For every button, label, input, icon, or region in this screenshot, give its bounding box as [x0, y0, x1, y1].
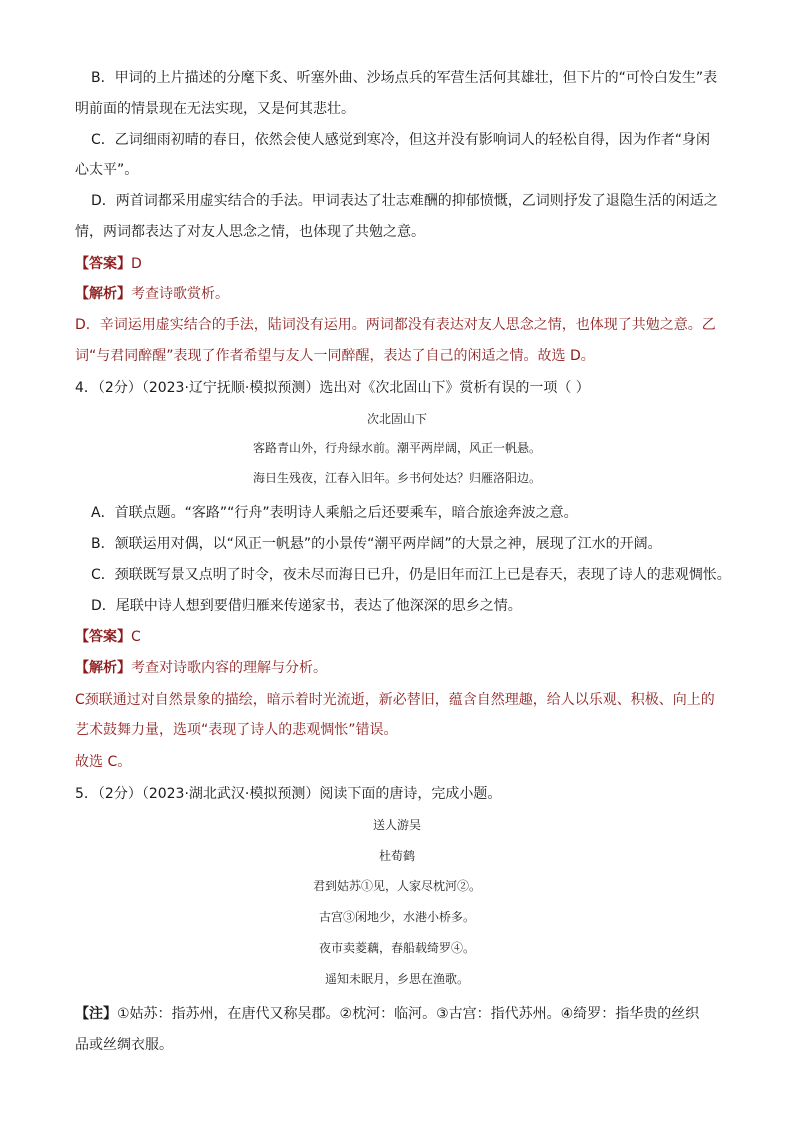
q5-note-line2: 品或丝绸衣服。: [75, 1037, 173, 1053]
q4-option-d: D．尾联中诗人想到要借归雁来传递家书，表达了他深深的思乡之情。: [91, 598, 522, 614]
q4-analysis-text: 考查对诗歌内容的理解与分析。: [131, 660, 327, 676]
q5-poem-line1: 君到姑苏①见，人家尽枕河②。: [312, 879, 481, 893]
q4-answer-row: [75, 627, 141, 647]
answer-value: D: [131, 256, 142, 272]
option-c-line1: C．乙词细雨初晴的春日，依然会使人感觉到寒冷，但这并没有影响词人的轻松自得，因为作者“身闲: [91, 132, 711, 148]
q4-answer-label: 【答案】: [75, 629, 131, 645]
q4-poem-title: 次北固山下: [366, 412, 427, 426]
q5-stem: 5．（2分）（2023·湖北武汉·模拟预测）阅读下面的唐诗，完成小题。: [75, 786, 502, 802]
analysis-text: 考查诗歌赏析。: [131, 286, 229, 302]
q4-conclusion: 故选 C。: [75, 754, 132, 770]
q4-stem: 4．（2分）（2023·辽宁抚顺·模拟预测）选出对《次北固山下》赏析有误的一项（ ）: [75, 380, 590, 396]
q5-poem-line4: 遥知未眠月，乡思在渔歌。: [324, 972, 469, 986]
answer-label: 【答案】: [75, 256, 131, 272]
q4-poem-line2: 海日生残夜，江春入旧年。乡书何处达？归雁洛阳边。: [252, 471, 541, 485]
q4-option-b: B．颔联运用对偶，以“风正一帆悬”的小景传“潮平两岸阔”的大景之神，展现了江水的开阔。: [91, 536, 662, 552]
analysis-line1: D．辛词运用虚实结合的手法，陆词没有运用。两词都没有表达对友人思念之情，也体现了共勉之意。乙: [75, 317, 716, 333]
q4-option-c: C．颈联既写景又点明了时令，夜未尽而海日已升，仍是旧年而江上已是春天，表现了诗人的悲观惆怅。: [91, 567, 731, 583]
q5-poem-author: 杜荀鹤: [378, 849, 415, 863]
option-c-line2: 心太平”。: [75, 162, 139, 178]
q4-analysis-row: [75, 658, 327, 678]
q5-poem-line3: 夜市卖菱藕，春船载绮罗④。: [318, 941, 475, 955]
analysis-line2: 词“与君同醉醒”表现了作者希望与友人一同醉醒，表达了自己的闲适之情。故选 D。: [75, 348, 595, 364]
q5-note-text1: ①姑苏：指苏州，在唐代又称吴郡。②枕河：临河。③古宫：指代苏州。④绮罗：指华贵的丝织: [117, 1006, 700, 1022]
option-b-line1: B．甲词的上片描述的分麾下炙、听塞外曲、沙场点兵的军营生活何其雄壮，但下片的“可怜白发生”表: [91, 70, 718, 86]
q4-option-a: A．首联点题。“客路”“行舟”表明诗人乘船之后还要乘车，暗合旅途奔波之意。: [91, 505, 578, 521]
analysis-row: [75, 284, 229, 304]
q5-poem-line2: 古宫③闲地少，水港小桥多。: [318, 910, 475, 924]
q5-note-line1: [75, 1004, 699, 1024]
q4-analysis-line2: 艺术鼓舞力量，选项“表现了诗人的悲观惆怅”错误。: [75, 722, 398, 738]
q5-poem-title: 送人游吴: [372, 818, 421, 832]
q5-note-label: 【注】: [75, 1006, 117, 1022]
answer-row: [75, 254, 142, 274]
analysis-label: 【解析】: [75, 286, 131, 302]
q4-analysis-label: 【解析】: [75, 660, 131, 676]
option-b-line2: 明前面的情景现在无法实现，又是何其悲壮。: [75, 101, 355, 117]
q4-analysis-line1: C颈联通过对自然景象的描绘，暗示着时光流逝，新必替旧，蕴含自然理趣，给人以乐观、积极、向上的: [75, 692, 715, 708]
option-d-line2: 情，两词都表达了对友人思念之情，也体现了共勉之意。: [75, 224, 425, 240]
q4-poem-line1: 客路青山外，行舟绿水前。潮平两岸阔，风正一帆悬。: [252, 441, 541, 455]
q4-answer-value: C: [131, 629, 141, 645]
option-d-line1: D．两首词都采用虚实结合的手法。甲词表达了壮志难酬的抑郁愤慨，乙词则抒发了退隐生活的闲适之: [91, 193, 718, 209]
